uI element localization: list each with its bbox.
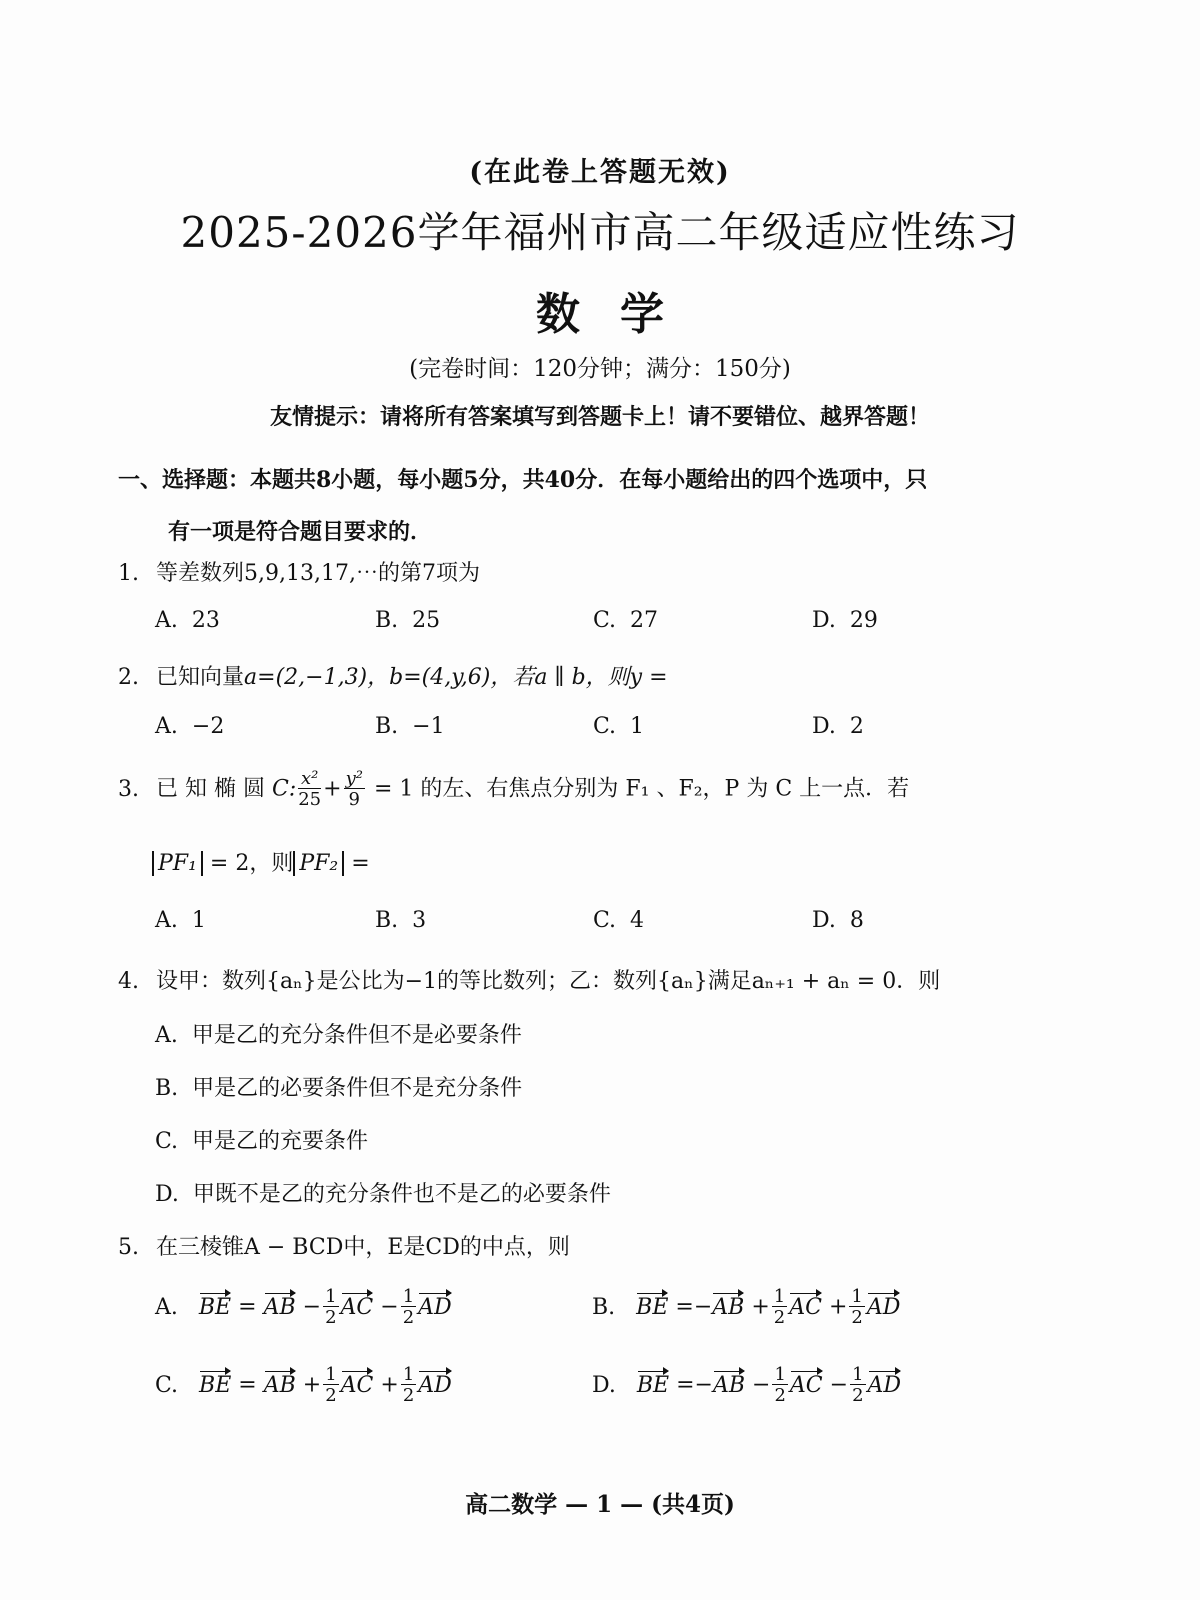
vector-ad: AD <box>418 1369 452 1398</box>
option-b[interactable] <box>375 714 445 739</box>
section-heading-line1: 一、选择题：本题共8小题，每小题5分，共40分．在每小题给出的四个选项中，只 <box>118 467 928 493</box>
option-d[interactable] <box>155 1177 611 1208</box>
fraction-numerator: y² <box>345 768 363 789</box>
option-label: D. <box>592 1372 616 1398</box>
option-d[interactable] <box>812 608 878 633</box>
equals-neg-sign: =− <box>675 1294 713 1320</box>
option-c[interactable] <box>593 908 644 933</box>
fraction-half <box>850 1366 865 1405</box>
vector-ac: AC <box>341 1291 374 1320</box>
fraction-denominator: 2 <box>325 1307 337 1328</box>
vector-ac: AC <box>789 1291 822 1320</box>
option-label: D. <box>812 608 836 633</box>
option-label: C. <box>593 714 617 739</box>
option-value: 29 <box>849 608 878 633</box>
option-label: D. <box>812 714 836 739</box>
fraction-half <box>323 1366 338 1405</box>
option-a[interactable] <box>155 908 206 933</box>
minus-sign: − <box>752 1372 771 1398</box>
fraction-half <box>323 1288 338 1327</box>
fraction-half <box>849 1288 864 1327</box>
option-d[interactable] <box>592 1366 901 1405</box>
exam-title: 2025-2026学年福州市高二年级适应性练习 <box>180 208 1020 257</box>
option-value: 23 <box>191 608 220 633</box>
fraction-numerator: 1 <box>774 1364 786 1385</box>
exam-notice: (在此卷上答题无效) <box>469 157 731 188</box>
fraction-half <box>401 1366 416 1405</box>
option-label: C. <box>155 1372 179 1398</box>
vector-ab: AB <box>264 1291 296 1320</box>
fraction <box>344 770 365 809</box>
question-number: 2. <box>118 665 139 690</box>
vector-ab: AB <box>712 1291 744 1320</box>
fraction-denominator: 25 <box>298 789 322 810</box>
option-label: B. <box>592 1294 616 1320</box>
fraction-numerator: 1 <box>851 1286 863 1307</box>
vector-ad: AD <box>867 1291 901 1320</box>
fraction-numerator: x² <box>298 770 321 789</box>
vector-ac: AC <box>790 1369 823 1398</box>
question-3 <box>118 770 909 809</box>
minus-sign: − <box>302 1294 322 1320</box>
vector-be: BE <box>637 1369 669 1398</box>
option-label: C. <box>593 608 617 633</box>
question-3-line2 <box>152 846 370 877</box>
option-a[interactable] <box>155 1288 452 1327</box>
option-a[interactable] <box>155 608 220 633</box>
fraction-half <box>772 1366 787 1405</box>
fraction-denominator: 2 <box>325 1385 337 1406</box>
option-value: 4 <box>630 908 645 933</box>
fraction-numerator: 1 <box>402 1364 415 1385</box>
option-value: 2 <box>849 714 864 739</box>
plus-sign: + <box>323 776 342 802</box>
plus-sign: + <box>828 1294 848 1320</box>
plus-sign: + <box>751 1294 770 1320</box>
option-value: 27 <box>630 608 659 633</box>
equals-sign: = <box>238 1294 257 1320</box>
fraction-numerator: 1 <box>852 1364 864 1385</box>
fraction-numerator: 1 <box>402 1286 415 1307</box>
option-value: 甲既不是乙的充分条件也不是乙的必要条件 <box>192 1182 611 1207</box>
vector-ac: AC <box>341 1369 374 1398</box>
vector-be: BE <box>199 1291 231 1320</box>
option-label: B. <box>375 908 399 933</box>
question-math: a=(2,−1,3)，b=(4,y,6)，若a ∥ b，则y = <box>244 665 668 690</box>
subject-title: 数学 <box>536 289 704 340</box>
option-b[interactable] <box>155 1071 522 1102</box>
page-footer: 高二数学 — 1 — (共4页) <box>465 1491 735 1518</box>
option-label: B. <box>155 1076 179 1101</box>
option-label: A. <box>155 608 178 633</box>
option-value: −1 <box>412 714 445 739</box>
fraction-denominator: 2 <box>773 1307 786 1328</box>
question-number: 4. <box>118 969 139 994</box>
friendly-tip: 友情提示：请将所有答案填写到答题卡上！请不要错位、越界答题！ <box>269 404 930 430</box>
vector-ad: AD <box>418 1291 452 1320</box>
question-number: 3. <box>118 776 139 802</box>
vector-ad: AD <box>868 1369 902 1398</box>
option-value: 1 <box>191 908 206 933</box>
option-label: A. <box>155 1294 178 1320</box>
equals-neg-sign: =− <box>676 1372 713 1398</box>
option-label: A. <box>155 714 178 739</box>
time-info: (完卷时间：120分钟；满分：150分) <box>409 356 791 382</box>
abs-pf1: PF₁ <box>152 851 203 876</box>
option-label: A. <box>155 1023 178 1048</box>
minus-sign: − <box>380 1294 399 1320</box>
fraction-denominator: 2 <box>402 1307 415 1328</box>
option-value: 甲是乙的充要条件 <box>192 1129 369 1154</box>
question-text-rest: = 1 的左、右焦点分别为 F₁ 、F₂，P 为 C 上一点．若 <box>373 776 910 802</box>
question-number: 5. <box>118 1235 139 1260</box>
option-value: 1 <box>630 714 645 739</box>
option-d[interactable] <box>812 908 864 933</box>
fraction-denominator: 2 <box>774 1385 786 1406</box>
option-label: B. <box>375 714 399 739</box>
minus-sign: − <box>829 1372 849 1398</box>
vector-ab: AB <box>264 1369 296 1398</box>
option-value: −2 <box>191 714 225 739</box>
fraction-denominator: 2 <box>852 1385 864 1406</box>
equals-sign: = <box>238 1372 257 1398</box>
ellipse-label: C: <box>271 776 297 802</box>
question-text: 设甲：数列{aₙ}是公比为−1的等比数列；乙：数列{aₙ}满足aₙ₊₁ + aₙ = 0．则 <box>156 969 941 994</box>
fraction-half <box>401 1288 416 1327</box>
option-label: B. <box>375 608 399 633</box>
equals-sign: = <box>351 851 370 876</box>
section-heading <box>118 454 1038 558</box>
option-b[interactable] <box>375 908 426 933</box>
fraction-half <box>772 1288 787 1327</box>
fraction-numerator: 1 <box>773 1286 786 1307</box>
option-label: C. <box>593 908 617 933</box>
option-a[interactable] <box>155 1018 522 1049</box>
abs-pf2: PF₂ <box>293 851 344 876</box>
question-text: 已知向量 <box>156 665 245 690</box>
vector-ab: AB <box>713 1369 745 1398</box>
option-value: 甲是乙的充分条件但不是必要条件 <box>191 1023 522 1048</box>
option-c[interactable] <box>593 714 644 739</box>
vector-be: BE <box>636 1291 668 1320</box>
fraction-denominator: 9 <box>348 789 360 810</box>
fraction-denominator: 2 <box>851 1307 863 1328</box>
question-1 <box>118 556 480 587</box>
question-text: 等差数列5,9,13,17,⋯的第7项为 <box>156 561 480 586</box>
plus-sign: + <box>302 1372 322 1398</box>
option-c[interactable] <box>593 608 658 633</box>
option-label: C. <box>155 1129 179 1154</box>
vector-be: BE <box>199 1369 231 1398</box>
question-text: 在三棱锥A − BCD中，E是CD的中点，则 <box>156 1235 570 1260</box>
option-c[interactable] <box>155 1124 368 1155</box>
plus-sign: + <box>380 1372 399 1398</box>
option-label: D. <box>155 1182 179 1207</box>
option-label: D. <box>812 908 836 933</box>
option-b[interactable] <box>375 608 440 633</box>
option-label: A. <box>155 908 178 933</box>
option-c[interactable] <box>155 1366 452 1405</box>
question-text: = 2，则 <box>209 851 294 876</box>
fraction-denominator: 2 <box>402 1385 415 1406</box>
option-b[interactable] <box>592 1288 900 1327</box>
option-value: 3 <box>412 908 427 933</box>
section-heading-line2: 有一项是符合题目要求的． <box>168 519 433 545</box>
fraction-numerator: 1 <box>325 1286 337 1307</box>
option-a[interactable] <box>155 714 224 739</box>
question-2 <box>118 660 668 691</box>
option-value: 甲是乙的必要条件但不是充分条件 <box>192 1076 523 1101</box>
option-value: 25 <box>412 608 441 633</box>
question-5 <box>118 1230 570 1261</box>
option-value: 8 <box>849 908 864 933</box>
question-4 <box>118 964 940 995</box>
option-d[interactable] <box>812 714 864 739</box>
question-text: 已 知 椭 圆 <box>156 776 265 802</box>
fraction-numerator: 1 <box>325 1364 337 1385</box>
question-number: 1. <box>118 561 139 586</box>
fraction <box>298 770 321 809</box>
